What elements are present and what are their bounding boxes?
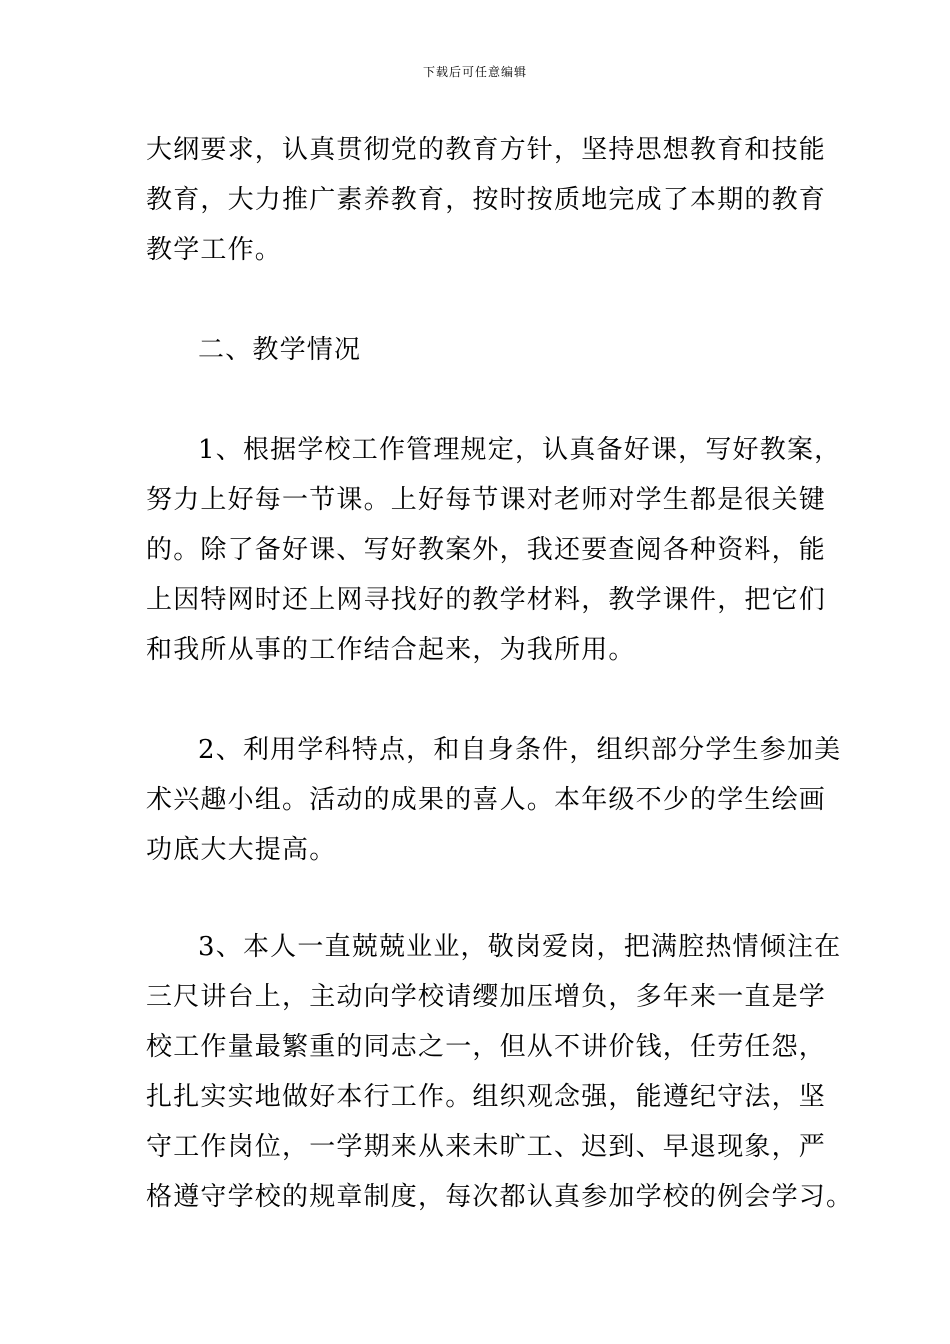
paragraph-line: 术兴趣小组。活动的成果的喜人。本年级不少的学生绘画: [146, 785, 827, 815]
paragraph-line: 和我所从事的工作结合起来，为我所用。: [146, 635, 636, 665]
paragraph-line: 校工作量最繁重的同志之一，但从不讲价钱，任劳任怨，: [146, 1032, 827, 1062]
paragraph-line: 的。除了备好课、写好教案外，我还要查阅各种资料，能: [146, 535, 827, 565]
paragraph-line: 3、本人一直兢兢业业，敬岗爱岗，把满腔热情倾注在: [198, 932, 842, 962]
paragraph-line: 教育，大力推广素养教育，按时按质地完成了本期的教育: [146, 185, 827, 215]
paragraph-line: 1、根据学校工作管理规定，认真备好课，写好教案，: [198, 435, 842, 465]
paragraph-line: 守工作岗位，一学期来从来未旷工、迟到、早退现象，严: [146, 1132, 827, 1162]
paragraph-line: 功底大大提高。: [146, 835, 337, 865]
paragraph-line: 上因特网时还上网寻找好的教学材料，教学课件，把它们: [146, 585, 827, 615]
section-heading: 二、教学情况: [198, 335, 362, 365]
paragraph-line: 努力上好每一节课。上好每节课对老师对学生都是很关键: [146, 485, 827, 515]
paragraph-line: 教学工作。: [146, 235, 283, 265]
paragraph-line: 大纲要求，认真贯彻党的教育方针，坚持思想教育和技能: [146, 135, 827, 165]
paragraph-line: 三尺讲台上，主动向学校请缨加压增负，多年来一直是学: [146, 982, 827, 1012]
page-header: 下载后可任意编辑: [422, 65, 527, 79]
paragraph-line: 2、利用学科特点，和自身条件，组织部分学生参加美: [198, 735, 842, 765]
paragraph-line: 扎扎实实地做好本行工作。组织观念强，能遵纪守法，坚: [146, 1082, 827, 1112]
paragraph-line: 格遵守学校的规章制度，每次都认真参加学校的例会学习。: [146, 1182, 854, 1212]
